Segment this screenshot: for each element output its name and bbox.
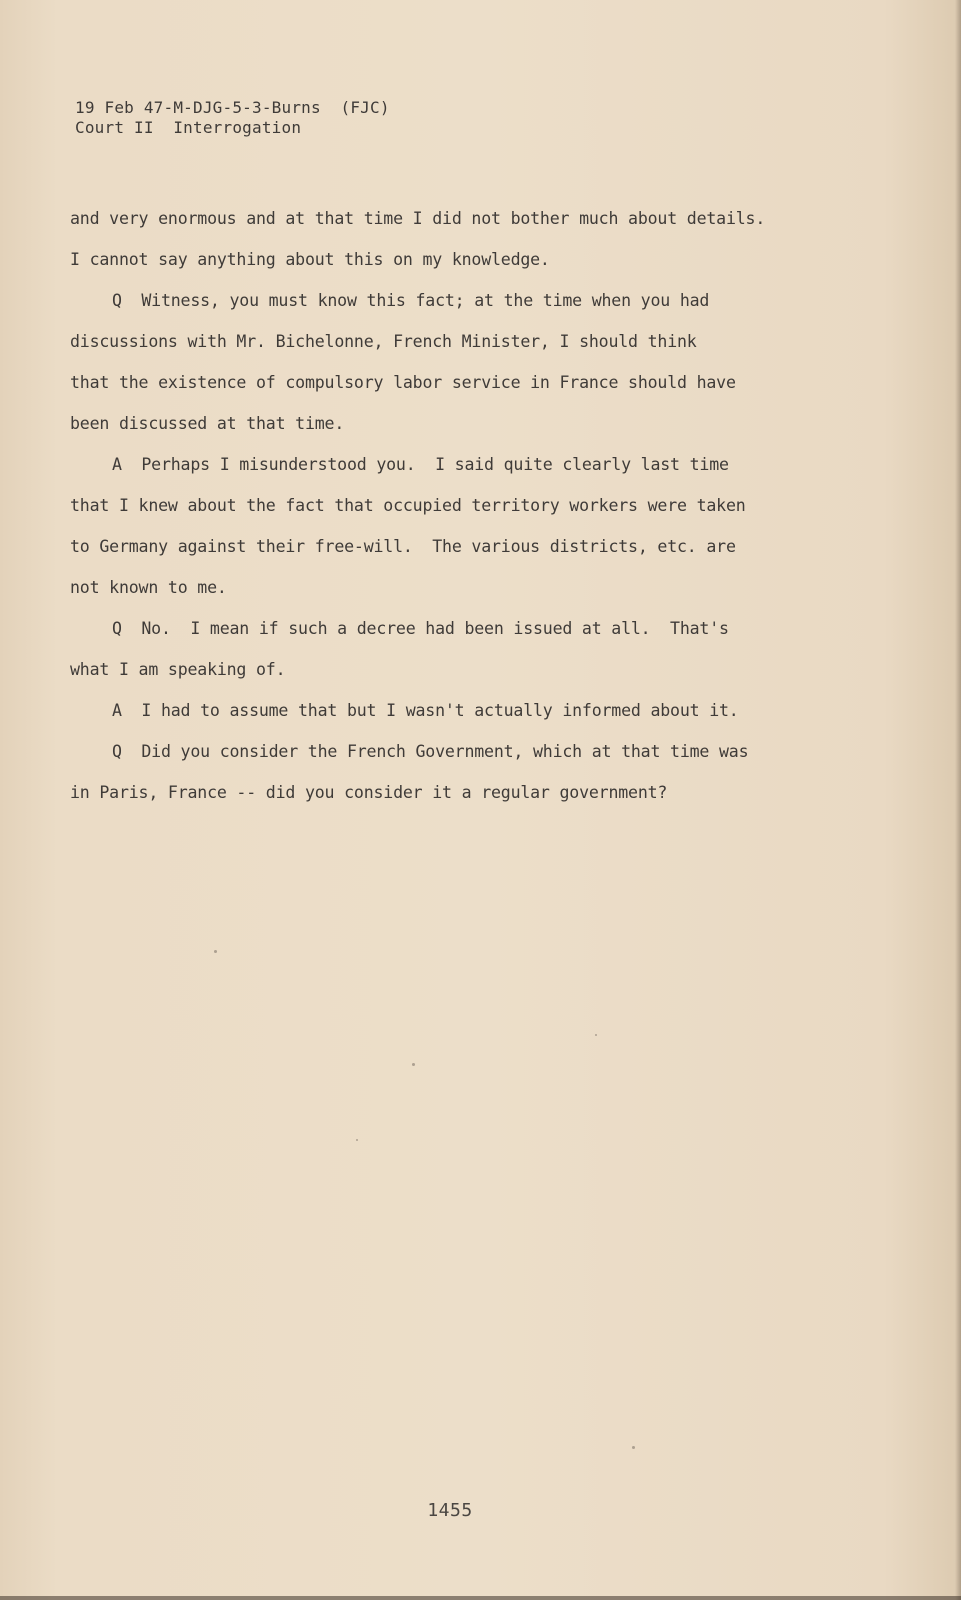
transcript-line: been discussed at that time. [70, 414, 345, 433]
transcript-line: Q Witness, you must know this fact; at the time when you had [112, 291, 710, 310]
paper-speck [356, 1139, 358, 1141]
transcript-line: in Paris, France -- did you consider it a regular government? [70, 783, 668, 802]
document-header [75, 98, 390, 138]
transcript-line: Q No. I mean if such a decree had been issued at all. That's [112, 619, 729, 638]
paper-speck [595, 1034, 597, 1036]
paper-speck [412, 1063, 415, 1066]
transcript-line: what I am speaking of. [70, 660, 286, 679]
transcript-line: to Germany against their free-will. The various districts, etc. are [70, 537, 736, 556]
header-reference-line: 19 Feb 47-M-DJG-5-3-Burns (FJC) [75, 98, 390, 117]
transcript-line: A I had to assume that but I wasn't actually informed about it. [112, 701, 739, 720]
transcript-line: that the existence of compulsory labor service in France should have [70, 373, 736, 392]
transcript-line: not known to me. [70, 578, 227, 597]
paper-speck [214, 950, 217, 953]
transcript-line: Q Did you consider the French Government, which at that time was [112, 742, 749, 761]
transcript-line: discussions with Mr. Bichelonne, French Minister, I should think [70, 332, 697, 351]
paper-speck [632, 1446, 635, 1449]
transcript-line: I cannot say anything about this on my knowledge. [70, 250, 550, 269]
page-number: 1455 [427, 1500, 473, 1521]
transcript-body [70, 198, 830, 813]
paper-edge-shadow [955, 0, 961, 1600]
transcript-line: A Perhaps I misunderstood you. I said quite clearly last time [112, 455, 729, 474]
transcript-line: and very enormous and at that time I did not bother much about details. [70, 209, 766, 228]
paper-bottom-edge [0, 1596, 961, 1600]
header-court-line: Court II Interrogation [75, 118, 302, 137]
transcript-line: that I knew about the fact that occupied territory workers were taken [70, 496, 746, 515]
